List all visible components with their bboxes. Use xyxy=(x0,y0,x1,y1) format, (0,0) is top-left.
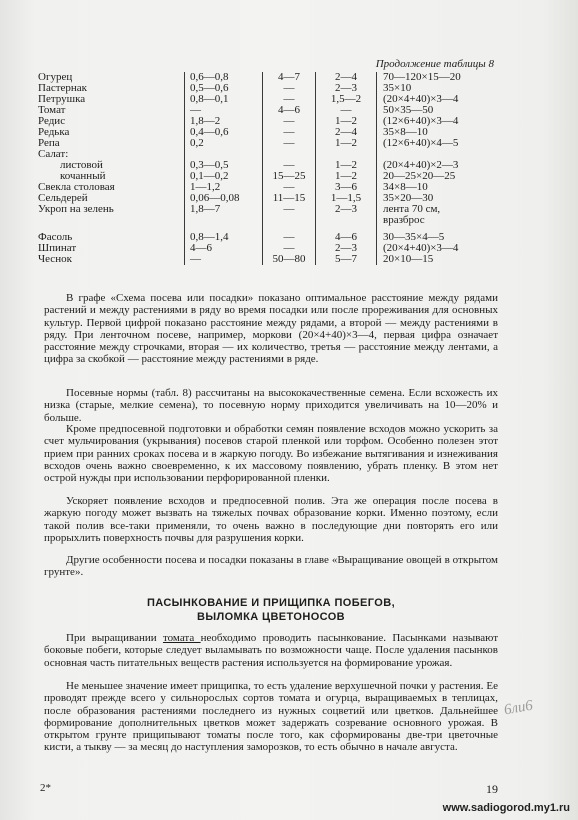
seedling-norm-cell: — xyxy=(263,116,316,127)
table-row xyxy=(38,149,508,160)
seedling-norm-cell: 50—80 xyxy=(263,254,316,265)
paragraph-mulching: Кроме предпосевной подготовки и обработки семян появление всходов можно ускорить за счет мульчирования (укрывания) посевов старой пленкой или торфом. Особенно полезен этот прием при ранних сроках посева и в жаркую погоду. Во избежание вытягивания и изнеживания всходов очень важно своевременно, к их массовому появлению, убрать пленку. В этом нет острой нужды при использовании перфорированной пленки. xyxy=(44,423,498,485)
seeding-table-body xyxy=(38,72,508,265)
table-row xyxy=(38,127,508,138)
table-row xyxy=(38,215,508,226)
seedling-norm-cell: 11—15 xyxy=(263,193,316,204)
seedling-norm-cell: — xyxy=(263,243,316,254)
scheme-cell xyxy=(377,149,509,160)
seeding-norm-cell: 0,6—0,8 xyxy=(185,72,263,83)
seedling-norm-cell: 4—7 xyxy=(263,72,316,83)
crop-name-cell: Пастернак xyxy=(38,83,88,94)
table-continuation-caption: Продолжение таблицы 8 xyxy=(375,58,494,70)
seedling-norm-cell xyxy=(263,149,316,160)
crop-name-cell xyxy=(38,215,185,226)
crop-name-cell: Репа xyxy=(38,138,60,149)
crop-name-cell: Шпинат xyxy=(38,243,77,254)
seeding-norm-cell: 0,3—0,5 xyxy=(185,160,263,171)
crop-name-cell: Свекла столовая xyxy=(38,182,115,193)
seeding-norm-cell: 0,1—0,2 xyxy=(185,171,263,182)
seeding-norm-cell: — xyxy=(185,105,263,116)
paragraph-pinching-out-rest: необходимо проводить пасынкование. Пасынками называют боковые побеги, которые следует выламывать по возможности чаще. После удаления пасынков основная часть питательных веществ растения используется на формирование урожая. xyxy=(44,632,499,669)
seeding-norm-cell: 4—6 xyxy=(185,243,263,254)
seeding-table xyxy=(38,72,508,265)
crop-name-cell: Редька xyxy=(38,127,70,138)
depth-cell: 1—2 xyxy=(316,171,377,182)
paragraph-sowing-scheme: В графе «Схема посева или посадки» показано оптимальное расстояние между рядами растений и между растениями в ряду во время посадки или после прореживания для основных культур. Первой цифрой показано расстояние между рядами, а второй — между растениями в ряду. При ленточном посеве, например, моркови (20×4+40)×3—4, первая цифра означает расстояние между строчками, вторая — их количество, третья — расстояние между лентами, а цифра за скобкой — расстояние между растениями в ряде. xyxy=(44,292,498,366)
seedling-norm-cell xyxy=(263,215,316,226)
table-row xyxy=(38,171,508,182)
crop-name-cell: Укроп на зелень xyxy=(38,204,114,215)
depth-cell: 2—3 xyxy=(316,83,377,94)
paragraph-watering: Ускоряет появление всходов и предпосевной полив. Эта же операция после посева в жаркую погоду может вызвать на тяжелых почвах образование корки. Именно поэтому, если такой полив все-таки применяли, то очень важно в последующие дни повторять его или прорыхлить поверхность почвы для разрушения корки. xyxy=(44,495,498,544)
depth-cell: — xyxy=(316,105,377,116)
scheme-cell: 35×20—30 xyxy=(377,193,509,204)
scheme-cell: 20×10—15 xyxy=(377,254,509,265)
signature-mark: 2* xyxy=(40,782,51,794)
seedling-norm-cell: — xyxy=(263,83,316,94)
underlined-word-tomato: томата xyxy=(162,632,201,644)
scheme-cell: вразброс xyxy=(377,215,509,226)
table-row xyxy=(38,138,508,149)
depth-cell: 1—2 xyxy=(316,116,377,127)
crop-name-cell: Огурец xyxy=(38,72,73,83)
crop-name-cell: Редис xyxy=(38,116,66,127)
seeding-norm-cell: 0,5—0,6 xyxy=(185,83,263,94)
depth-cell: 4—6 xyxy=(316,232,377,243)
seeding-norm-cell: 0,4—0,6 xyxy=(185,127,263,138)
depth-cell: 2—4 xyxy=(316,127,377,138)
scheme-cell: (12×6+40)×4—5 xyxy=(377,138,509,149)
scheme-cell: (20×4+40)×2—3 xyxy=(377,160,509,171)
seeding-norm-cell xyxy=(185,149,263,160)
pencil-mark: 6ли6 xyxy=(502,697,535,719)
depth-cell: 1—2 xyxy=(316,160,377,171)
table-row xyxy=(38,204,508,215)
crop-name-cell: Петрушка xyxy=(38,94,86,105)
table-row xyxy=(38,160,508,171)
scheme-cell: (20×4+40)×3—4 xyxy=(377,94,509,105)
paragraph-other-features: Другие особенности посева и посадки показаны в главе «Выращивание овощей в открытом грунте». xyxy=(44,554,498,579)
seeding-norm-cell xyxy=(185,215,263,226)
crop-name-cell: Фасоль xyxy=(38,232,73,243)
site-watermark: www.sadiogorod.my1.ru xyxy=(442,802,570,814)
table-row xyxy=(38,94,508,105)
table-row xyxy=(38,182,508,193)
depth-cell: 1—2 xyxy=(316,138,377,149)
seeding-norm-cell: 0,2 xyxy=(185,138,263,149)
paragraph-topping: Не меньшее значение имеет прищипка, то есть удаление верхушечной почки у растения. Ее проводят прежде всего у сильнорослых сортов томата и огурца, выращиваемых в теплицах, после образования растениями последнего из нужных соцветий или цветков. Дальнейшее формирование дополнительных цветков может задержать созревание основного урожая. В открытом грунте прищипывают томаты после того, как сформированы две-три цветочные кисти, а тыкву — за месяц до наступления заморозков, то есть обычно в начале августа. xyxy=(44,680,498,754)
table-row xyxy=(38,83,508,94)
section-heading xyxy=(44,596,498,624)
seedling-norm-cell: — xyxy=(263,160,316,171)
section-heading-line2: ВЫЛОМКА ЦВЕТОНОСОВ xyxy=(196,611,346,623)
scheme-cell: 30—35×4—5 xyxy=(377,232,509,243)
depth-cell: 2—4 xyxy=(316,72,377,83)
scheme-cell: (20×4+40)×3—4 xyxy=(377,243,509,254)
crop-name-cell: кочанный xyxy=(60,171,106,182)
depth-cell: 5—7 xyxy=(316,254,377,265)
seeding-norm-cell: 1,8—2 xyxy=(185,116,263,127)
section-heading-line1: ПАСЫНКОВАНИЕ И ПРИЩИПКА ПОБЕГОВ, xyxy=(146,597,396,609)
seeding-norm-cell: 0,8—0,1 xyxy=(185,94,263,105)
scheme-cell: 70—120×15—20 xyxy=(377,72,509,83)
crop-name-cell: Сельдерей xyxy=(38,193,88,204)
seeding-norm-cell: 0,8—1,4 xyxy=(185,232,263,243)
seedling-norm-cell: — xyxy=(263,204,316,215)
table-row xyxy=(38,243,508,254)
paragraph-pinching-out-start: При выращивании xyxy=(66,632,163,644)
page-number: 19 xyxy=(486,782,498,796)
scheme-cell: (12×6+40)×3—4 xyxy=(377,116,509,127)
seedling-norm-cell: — xyxy=(263,232,316,243)
depth-cell: 1—1,5 xyxy=(316,193,377,204)
table-row xyxy=(38,72,508,83)
paragraph-pinching-out xyxy=(44,632,498,669)
seeding-norm-cell: 1—1,2 xyxy=(185,182,263,193)
depth-cell xyxy=(316,215,377,226)
table-row xyxy=(38,105,508,116)
depth-cell: 3—6 xyxy=(316,182,377,193)
seedling-norm-cell: 4—6 xyxy=(263,105,316,116)
table-row xyxy=(38,232,508,243)
depth-cell xyxy=(316,149,377,160)
table-row xyxy=(38,193,508,204)
depth-cell: 1,5—2 xyxy=(316,94,377,105)
crop-name-cell: листовой xyxy=(60,160,103,171)
seedling-norm-cell: 15—25 xyxy=(263,171,316,182)
seedling-norm-cell: — xyxy=(263,138,316,149)
seeding-norm-cell: 0,06—0,08 xyxy=(185,193,263,204)
scheme-cell: 34×8—10 xyxy=(377,182,509,193)
crop-name-cell: Салат: xyxy=(38,149,69,160)
seeding-norm-cell: 1,8—7 xyxy=(185,204,263,215)
seedling-norm-cell: — xyxy=(263,127,316,138)
depth-cell: 2—3 xyxy=(316,204,377,215)
crop-name-cell: Чеснок xyxy=(38,254,72,265)
crop-name-cell: Томат xyxy=(38,105,66,116)
seedling-norm-cell: — xyxy=(263,94,316,105)
seedling-norm-cell: — xyxy=(263,182,316,193)
paragraph-seeding-norms: Посевные нормы (табл. 8) рассчитаны на высококачественные семена. Если всхожесть их низка (старые, мелкие семена), то посевную норму приходится увеличивать на 10—20% и больше. xyxy=(44,387,498,424)
scheme-cell: лента 70 см, xyxy=(377,204,509,215)
scheme-cell: 35×8—10 xyxy=(377,127,509,138)
scheme-cell: 35×10 xyxy=(377,83,509,94)
table-row xyxy=(38,116,508,127)
depth-cell: 2—3 xyxy=(316,243,377,254)
table-row xyxy=(38,254,508,265)
scheme-cell: 50×35—50 xyxy=(377,105,509,116)
seeding-norm-cell: — xyxy=(185,254,263,265)
scheme-cell: 20—25×20—25 xyxy=(377,171,509,182)
